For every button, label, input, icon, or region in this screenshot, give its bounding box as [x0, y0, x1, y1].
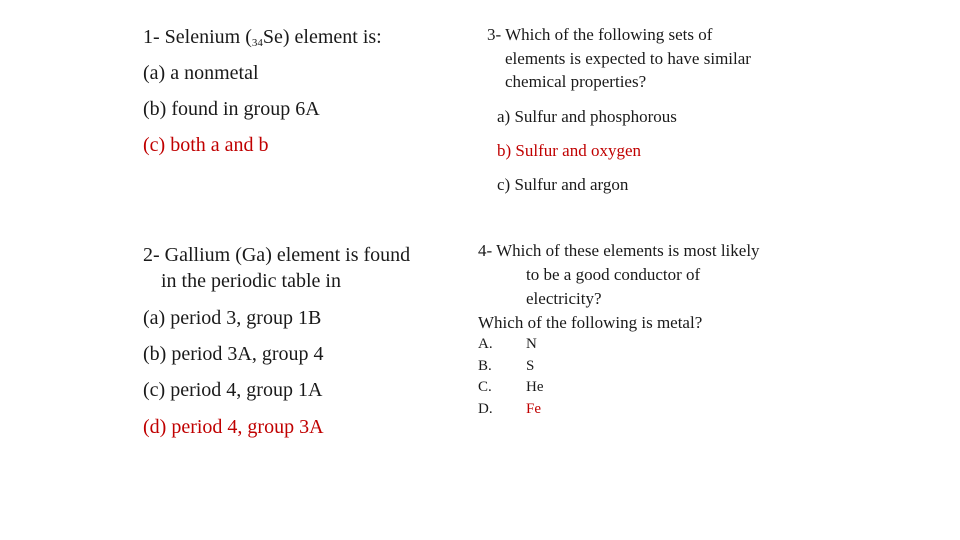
- q4-letter: C.: [478, 379, 492, 395]
- q2-option-b: (b) period 3A, group 4: [143, 343, 324, 365]
- q3-title-line1: 3- Which of the following sets of: [487, 25, 713, 44]
- q2-title-line2: in the periodic table in: [161, 270, 341, 292]
- q3-option-a: a) Sulfur and phosphorous: [497, 107, 677, 126]
- q4-option: S: [526, 358, 535, 374]
- q4-option: N: [526, 336, 537, 352]
- q4-option: He: [526, 379, 544, 395]
- q3-title-line3: chemical properties?: [505, 72, 647, 91]
- q3-title-line2: elements is expected to have similar: [505, 49, 751, 68]
- q3-option-b: b) Sulfur and oxygen: [497, 141, 642, 160]
- q3-option-c: c) Sulfur and argon: [497, 175, 629, 194]
- q4-option-answer: Fe: [526, 401, 541, 417]
- q2-option-a: (a) period 3, group 1B: [143, 307, 322, 329]
- q4-letter: A.: [478, 336, 493, 352]
- q4-title-line4: Which of the following is metal?: [478, 313, 703, 332]
- q1-title: 1- Selenium $(_{34}Se)$ element is:: [143, 26, 382, 49]
- q2-title-line1: 2- Gallium (Ga) element is found: [143, 244, 411, 266]
- q1-option-b: (b) found in group 6A: [143, 98, 320, 120]
- q1-option-c: (c) both a and b: [143, 134, 269, 156]
- q2-option-c: (c) period 4, group 1A: [143, 379, 323, 401]
- q4-letter: B.: [478, 358, 492, 374]
- q4-letter: D.: [478, 401, 493, 417]
- q4-title-line1: 4- Which of these elements is most likely: [478, 241, 760, 260]
- q1-option-a: (a) a nonmetal: [143, 62, 259, 84]
- q4-title-line2: to be a good conductor of: [526, 265, 701, 284]
- q4-title-line3: electricity?: [526, 289, 602, 308]
- q1-atomic-number: 34: [251, 37, 263, 49]
- q2-option-d: (d) period 4, group 3A: [143, 416, 324, 438]
